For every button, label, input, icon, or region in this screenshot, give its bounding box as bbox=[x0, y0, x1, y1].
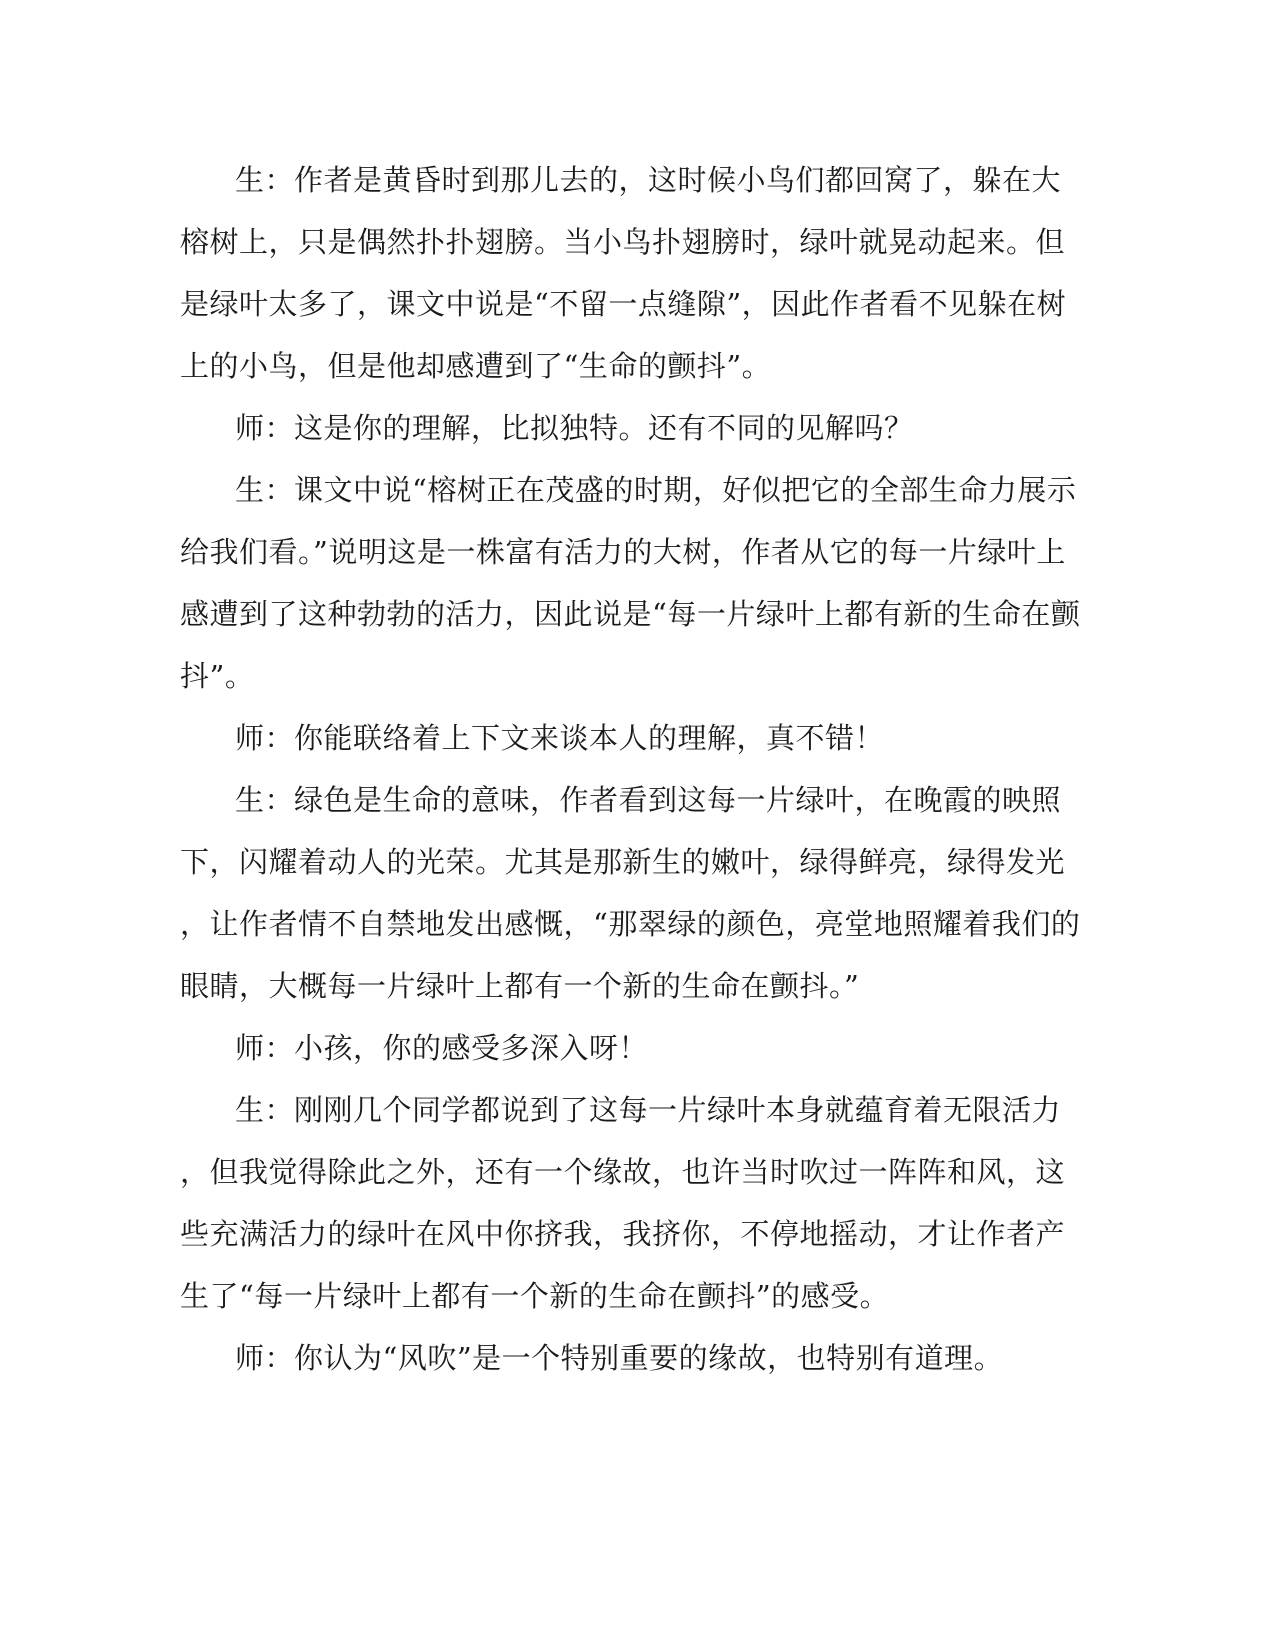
text-line: 师：你认为“风吹”是一个特别重要的缘故，也特别有道理。 bbox=[235, 1341, 1004, 1375]
text-line: ，但我觉得除此之外，还有一个缘故，也许当时吹过一阵阵和风，这 bbox=[180, 1155, 1066, 1189]
text-line: 给我们看。”说明这是一株富有活力的大树，作者从它的每一片绿叶上 bbox=[180, 535, 1066, 569]
text-line: 师：你能联络着上下文来谈本人的理解，真不错！ bbox=[235, 721, 885, 755]
text-line: 生：绿色是生命的意味，作者看到这每一片绿叶，在晚霞的映照 bbox=[235, 783, 1062, 817]
text-line: 师：这是你的理解，比拟独特。还有不同的见解吗？ bbox=[235, 411, 914, 445]
text-line: 下，闪耀着动人的光荣。尤其是那新生的嫩叶，绿得鲜亮，绿得发光 bbox=[180, 845, 1066, 879]
text-line: 生了“每一片绿叶上都有一个新的生命在颤抖”的感受。 bbox=[180, 1279, 890, 1313]
text-line: ，让作者情不自禁地发出感慨，“那翠绿的颜色，亮堂地照耀着我们的 bbox=[180, 907, 1081, 941]
text-line: 些充满活力的绿叶在风中你挤我，我挤你，不停地摇动，才让作者产 bbox=[180, 1217, 1066, 1251]
text-line: 是绿叶太多了，课文中说是“不留一点缝隙”，因此作者看不见躲在树 bbox=[180, 287, 1067, 321]
text-line: 眼睛，大概每一片绿叶上都有一个新的生命在颤抖。” bbox=[180, 969, 860, 1003]
text-line: 师：小孩，你的感受多深入呀！ bbox=[235, 1031, 649, 1065]
text-line: 生：课文中说“榕树正在茂盛的时期，好似把它的全部生命力展示 bbox=[235, 473, 1077, 507]
text-line: 生：作者是黄昏时到那儿去的，这时候小鸟们都回窝了，躲在大 bbox=[235, 163, 1062, 197]
text-line: 生：刚刚几个同学都说到了这每一片绿叶本身就蕴育着无限活力 bbox=[235, 1093, 1062, 1127]
text-line: 抖”。 bbox=[180, 659, 255, 693]
text-line: 榕树上，只是偶然扑扑翅膀。当小鸟扑翅膀时，绿叶就晃动起来。但 bbox=[180, 225, 1066, 259]
text-line: 上的小鸟，但是他却感遭到了“生命的颤抖”。 bbox=[180, 349, 772, 383]
text-line: 感遭到了这种勃勃的活力，因此说是“每一片绿叶上都有新的生命在颤 bbox=[180, 597, 1081, 631]
